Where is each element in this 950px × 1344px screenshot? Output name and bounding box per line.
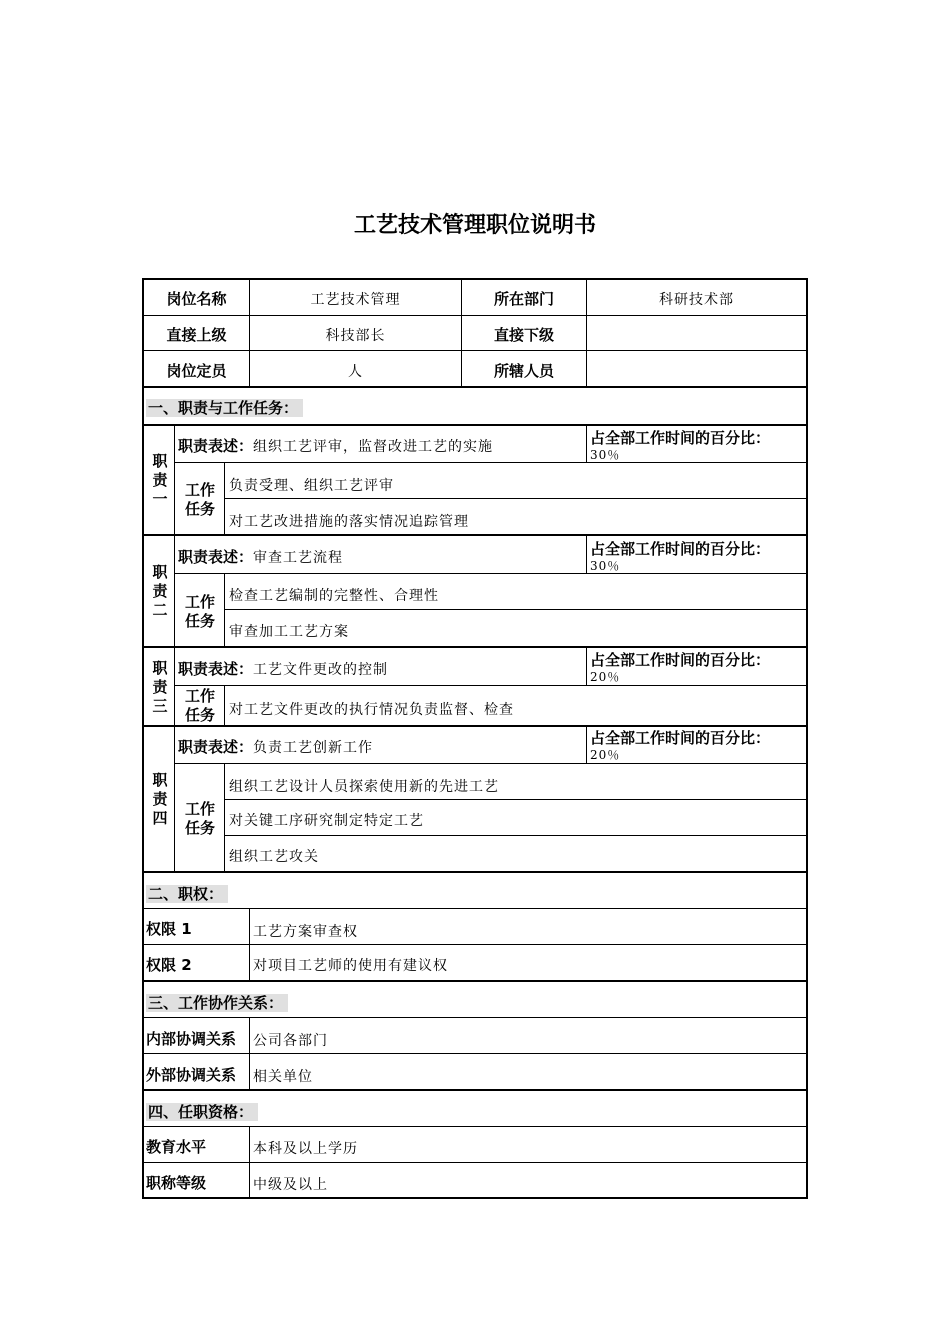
duty-2-percentage: 30％	[590, 559, 621, 573]
duty-4-percentage: 20％	[590, 748, 621, 762]
duty-2-task-2: 审查加工工艺方案	[229, 624, 349, 640]
duty-2-label: 职 责 二	[152, 563, 168, 619]
duty-3-task-label: 工作 任务	[184, 687, 215, 724]
department-value: 科研技术部	[659, 292, 734, 308]
duty-1-task-1: 负责受理、组织工艺评审	[229, 478, 394, 494]
duty-4-label: 职 责 四	[152, 771, 168, 827]
duty-1-task-2: 对工艺改进措施的落实情况追踪管理	[229, 514, 469, 530]
duty-2-description: 职责表述：审查工艺流程	[178, 548, 344, 566]
external-relations-value: 相关单位	[253, 1069, 313, 1085]
duty-4-task-label: 工作 任务	[184, 800, 215, 837]
headcount-value: 人	[348, 364, 363, 380]
duty-4-task-3: 组织工艺攻关	[229, 849, 319, 865]
section-1-heading: 一、职责与工作任务：	[146, 399, 303, 417]
title-grade-label: 职称等级	[146, 1174, 207, 1192]
duty-1-percentage-label: 占全部工作时间的百分比：	[590, 429, 771, 447]
section-3-heading: 三、工作协作关系：	[146, 994, 288, 1012]
document-title: 工艺技术管理职位说明书	[353, 213, 596, 238]
duty-4-task-2: 对关键工序研究制定特定工艺	[229, 813, 424, 829]
staff-label: 所辖人员	[493, 362, 554, 380]
position-name-label: 岗位名称	[166, 290, 227, 308]
duty-3-task-1: 对工艺文件更改的执行情况负责监督、检查	[229, 702, 514, 718]
duty-4-task-1: 组织工艺设计人员探索使用新的先进工艺	[229, 779, 499, 795]
title-grade-value: 中级及以上	[253, 1177, 328, 1193]
section-2-heading: 二、职权：	[146, 885, 228, 903]
duty-3-description: 职责表述：工艺文件更改的控制	[178, 660, 389, 678]
duty-4-percentage-label: 占全部工作时间的百分比：	[590, 729, 771, 747]
duty-3-percentage-label: 占全部工作时间的百分比：	[590, 651, 771, 669]
duty-3-percentage: 20％	[590, 670, 621, 684]
headcount-label: 岗位定员	[166, 362, 227, 380]
duty-2-percentage-label: 占全部工作时间的百分比：	[590, 540, 771, 558]
education-label: 教育水平	[146, 1138, 207, 1156]
duty-2-task-label: 工作 任务	[184, 593, 215, 630]
duty-1-description: 职责表述：组织工艺评审，监督改进工艺的实施	[178, 437, 494, 455]
subordinate-label: 直接下级	[493, 326, 554, 344]
superior-value: 科技部长	[325, 328, 386, 344]
authority-1-value: 工艺方案审查权	[253, 924, 358, 940]
duty-3-label: 职 责 三	[152, 659, 168, 715]
duty-4-description: 职责表述：负责工艺创新工作	[178, 738, 374, 756]
department-label: 所在部门	[493, 290, 554, 308]
duty-2-task-1: 检查工艺编制的完整性、合理性	[229, 588, 439, 604]
authority-2-label: 权限 2	[146, 956, 192, 974]
authority-1-label: 权限 1	[146, 920, 192, 938]
duty-1-label: 职 责 一	[152, 452, 168, 508]
external-relations-label: 外部协调关系	[146, 1066, 237, 1084]
superior-label: 直接上级	[166, 326, 227, 344]
duty-1-task-label: 工作 任务	[184, 481, 215, 518]
section-4-heading: 四、任职资格：	[146, 1103, 258, 1121]
position-name-value: 工艺技术管理	[310, 292, 401, 308]
internal-relations-label: 内部协调关系	[146, 1030, 237, 1048]
internal-relations-value: 公司各部门	[253, 1033, 328, 1049]
duty-1-percentage: 30％	[590, 448, 621, 462]
education-value: 本科及以上学历	[253, 1141, 358, 1157]
authority-2-value: 对项目工艺师的使用有建议权	[253, 958, 448, 974]
